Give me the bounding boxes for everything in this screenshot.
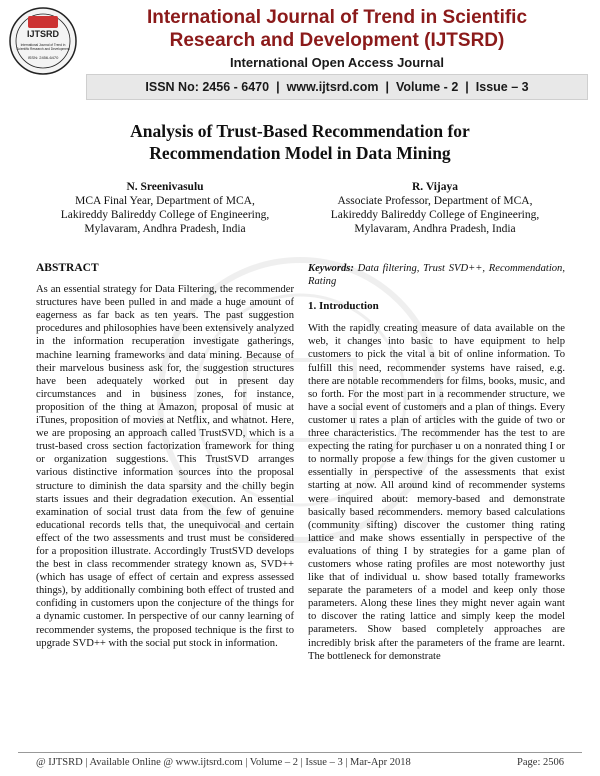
keywords-label: Keywords: [308,263,354,274]
paper-title [30,120,570,164]
author-affiliation-line: MCA Final Year, Department of MCA, [75,195,255,207]
journal-subtitle: International Open Access Journal [229,55,445,70]
journal-title-line1: International Journal of Trend in Scientific [146,7,528,28]
author-affiliation-line: Mylavaram, Andhra Pradesh, India [84,223,246,235]
author-name: N. Sreenivasulu [126,181,204,193]
issn: ISSN No: 2456 - 6470 [145,80,270,94]
author-name: R. Vijaya [412,181,458,193]
journal-issue: Issue – 3 [475,80,529,94]
abstract-heading: ABSTRACT [36,262,99,274]
issn-bar: ISSN No: 2456 - 6470 | www.ijtsrd.com | Volume - 2 | Issue – 3 [86,74,588,100]
author-affiliation-line: Lakireddy Balireddy College of Engineering, [330,209,540,221]
svg-text:International Journal of Trend: International Journal of Trend in [20,43,66,47]
logo-issn: ISSN: 2456-6470 [27,55,59,60]
page-number: Page: 2506 [517,757,564,768]
journal-volume: Volume - 2 [395,80,459,94]
author-affiliation-line: Lakireddy Balireddy College of Engineering, [60,209,270,221]
left-column [36,262,294,650]
journal-header [0,0,600,102]
author-affiliation-line: Associate Professor, Department of MCA, [337,195,533,207]
paper-title-line1: Analysis of Trust-Based Recommendation for [130,121,470,141]
logo-text: IJTSRD [26,29,60,39]
author-affiliation-line: Mylavaram, Andhra Pradesh, India [354,223,516,235]
keywords [308,262,565,288]
right-column [308,262,565,663]
author-block-2 [310,180,560,236]
footer-divider [18,752,582,753]
svg-text:Scientific Research and Develo: Scientific Research and Development [16,47,70,51]
introduction-text: With the rapidly creating measure of data available on the web, it changes into basic to have equipment to help customers to pick the vital a bit of online information. To fulfill this need, recommender systems have raised, e.g. there are notable recommenders for films, books, music, and so forth. For the most part in a recommender structure, we have a social event of customers and a plan of things. Every customer u rates a plan of articles with the guide of two or three characteristics. The recommender has the test to are expecting the rating for purchaser u on a nonrated thing I or to normally propose a few things for the given customer u essentially in perspective of the assessments that exist starting at now. All around kind of recommender systems were inquired about: memory-based and demonstrate basically based recommenders. memory based calculations (community sifting) discover the customer thing rating lattice and make shows essentially in perspective of the evaluations of thing I by strategies for a game plan of customers whose rating profiles are most noteworthy just like that of individual u. show based totally frameworks separate the parameters of a model and keep only those parameters. Along these lines they might never again want to discover the rating lattice and simply keep the model parameters. Show based completely approaches are incredibly brisk after the parameters of the frame are learnt. The bottleneck for demonstrate [308,323,565,662]
page-footer [0,752,600,776]
journal-title [84,6,590,52]
author-block-1 [40,180,290,236]
journal-website[interactable]: www.ijtsrd.com [286,80,379,94]
journal-logo-icon [8,6,78,76]
abstract-text: As an essential strategy for Data Filtering, the recommender structures have been pulled in and made a huge amount of eagerness as far back as ten years. The past suggestion procedures and philosophies have been extensively analyzed in the information recuperation investigate gatherings, machine learning frameworks and data mining. Because of their marvelous business ask for, the suggestion structures have been adequately worked out in present day circumstances and in business zones, for instance, proposition of the thing at Amazon, proposal of music at iTunes, proposition of movies at Netflix, and whatnot. Here, we are proposing an approach called TrustSVD, which is a trust-based cross section factorization framework for thing or organization suggestions. This TrustSVD arranges various distinctive information sources into the proposal structure to diminish the data sparsity and the chilly begin starts issues and their degradation execution. An essential examination of social trust data from the few of genuine educational records tells that, the unequivocal and certain effect of the two assessments and trust must be considered for a proposition illustrate. Accordingly TrustSVD develops the best in class recommender strategy known as, SVD++ (which has usage of effect of certain and express assessed things), by additionally combining both effect of trusted and confiding in customers upon the conjecture of the things for a dynamic customer. In perspective of our canny learning of recommender systems, the proposed technique is the first to upgrade SVD++ with the social put stock in information. [36,284,294,649]
journal-title-line2: Research and Development (IJTSRD) [169,30,505,51]
footer-citation: @ IJTSRD | Available Online @ www.ijtsrd.com | Volume – 2 | Issue – 3 | Mar-Apr 2018 [36,757,411,768]
paper-title-line2: Recommendation Model in Data Mining [149,143,451,163]
section-heading-introduction: 1. Introduction [308,300,379,313]
keywords-text: Data filtering, Trust SVD++, Recommendation, Rating [308,263,565,288]
